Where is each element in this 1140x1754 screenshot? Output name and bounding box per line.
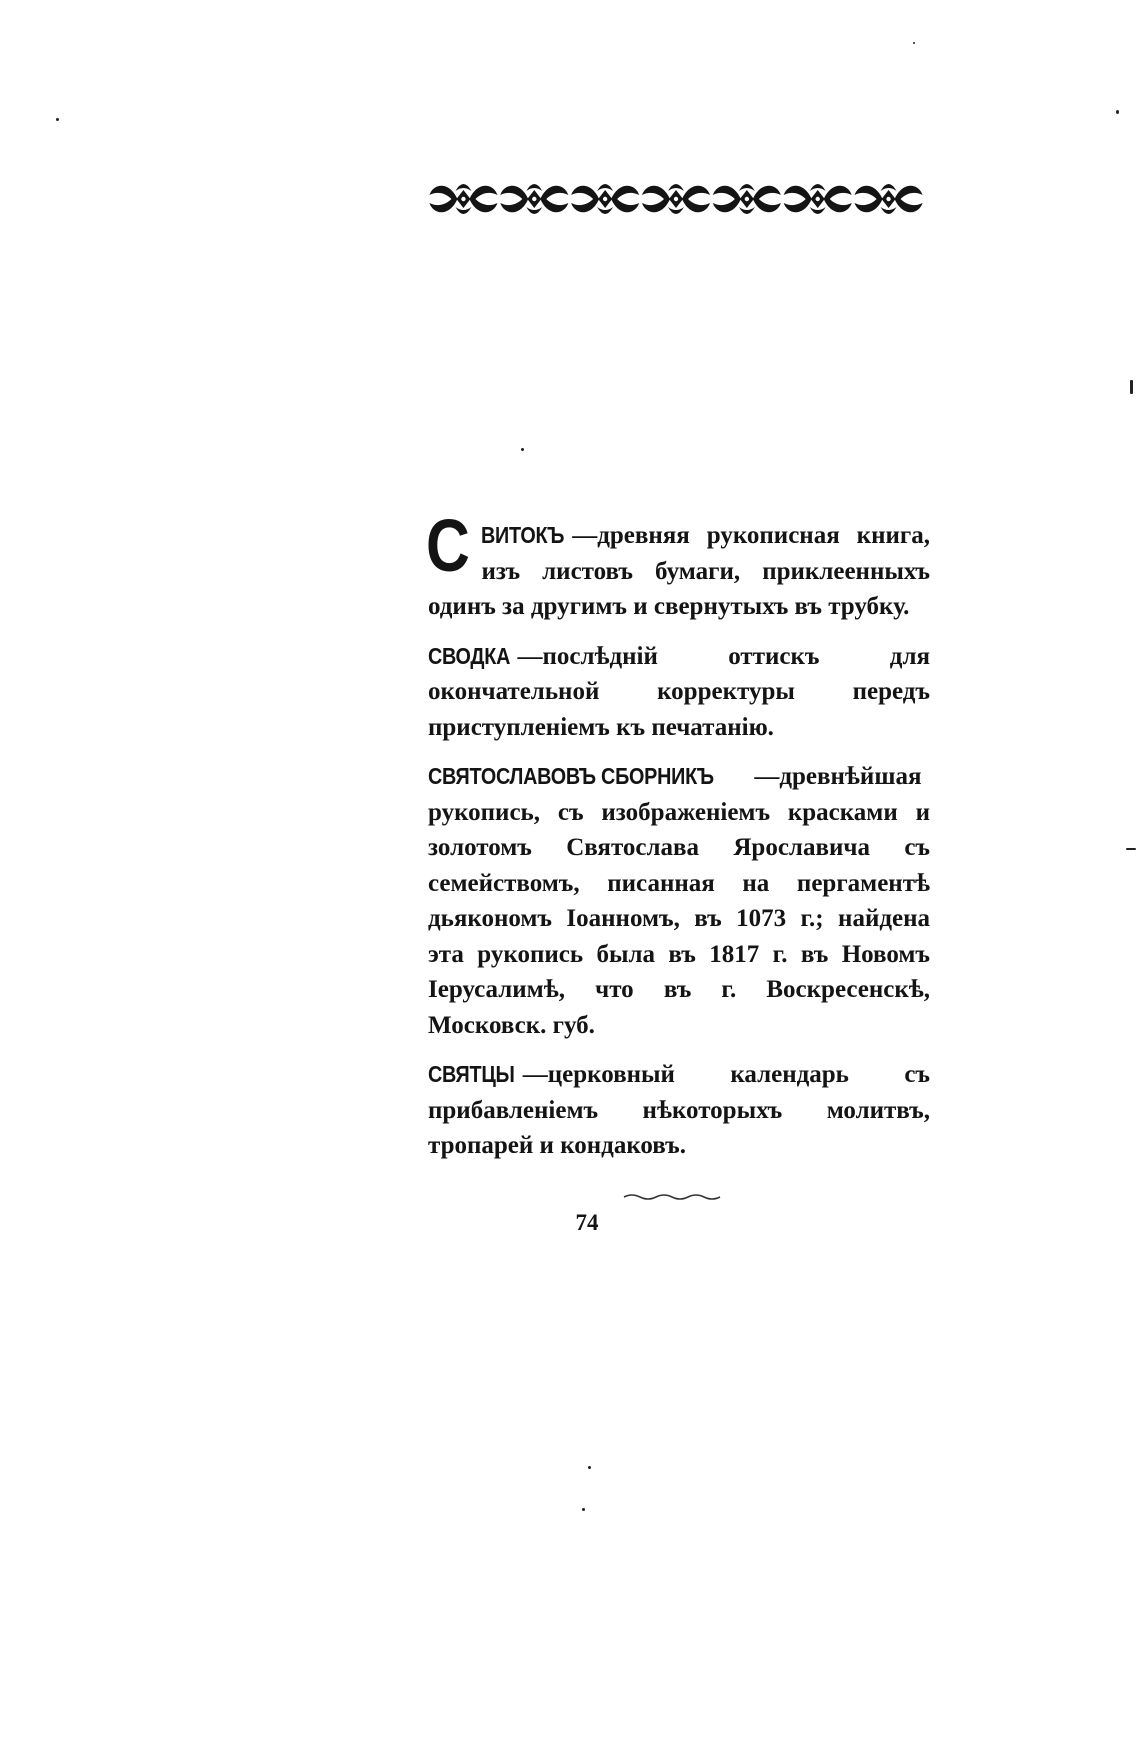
scan-speck	[913, 42, 915, 44]
drop-cap: С	[426, 504, 470, 587]
entry-definition: церковный календарь съ прибавленіемъ нѣкоторыхъ молитвъ, тропарей и кондаковъ.	[428, 1061, 930, 1159]
ornament-flower-icon	[429, 184, 497, 214]
ornament-flower-icon	[713, 184, 781, 214]
scan-speck	[582, 1508, 585, 1511]
floral-headpiece-icon	[428, 176, 924, 222]
entry-svyatoslavov-sbornik	[428, 759, 930, 1043]
ornament-flower-icon	[784, 184, 852, 214]
entry-headword: ВИТОКЪ	[481, 522, 565, 548]
tailpiece-rule-icon	[622, 1192, 728, 1202]
dictionary-column	[426, 504, 930, 1178]
scan-speck	[1126, 848, 1136, 850]
scan-speck	[588, 1466, 591, 1469]
ornament-flower-icon	[500, 184, 568, 214]
ornament-flower-icon	[855, 184, 923, 214]
scan-speck	[1116, 110, 1119, 114]
entry-dash: —	[754, 763, 780, 790]
entry-dash: —	[572, 522, 598, 549]
entry-definition: древнѣйшая рукопись, съ изображеніемъ красками и золотомъ Святослава Ярославича съ семействомъ, писанная на пергаментѣ дьякономъ Іоанномъ, въ 1073 г.; найдена эта рукопись была въ 1817 г. въ Новомъ Іерусалимѣ, что въ г. Воскресенскѣ, Московск. губ.	[428, 763, 930, 1039]
ornament-flower-icon	[571, 184, 639, 214]
entry-svyattsy	[428, 1057, 930, 1164]
scan-speck	[521, 448, 524, 451]
entry-headword: СВЯТЦЫ	[428, 1061, 515, 1087]
page-number: 74	[575, 1210, 599, 1235]
entry-definition: послѣдній оттискъ для окончательной корректуры передъ приступленіемъ къ печатанію.	[428, 642, 930, 741]
entry-svodka	[428, 639, 930, 746]
entry-headword: СВЯТОСЛАВОВЪ СБОРНИКЪ	[428, 763, 714, 789]
entry-dash: —	[522, 1061, 548, 1088]
entry-definition: древняя рукописная книга, изъ листовъ бумаги, приклеенныхъ одинъ за другимъ и свернутыхъ въ трубку.	[428, 522, 930, 620]
scan-speck	[1130, 380, 1133, 394]
scan-speck	[56, 118, 59, 121]
ornament-flower-icon	[642, 184, 710, 214]
entry-svitok	[426, 504, 930, 625]
entry-dash: —	[517, 642, 543, 670]
entry-headword: СВОДКА	[428, 642, 511, 669]
